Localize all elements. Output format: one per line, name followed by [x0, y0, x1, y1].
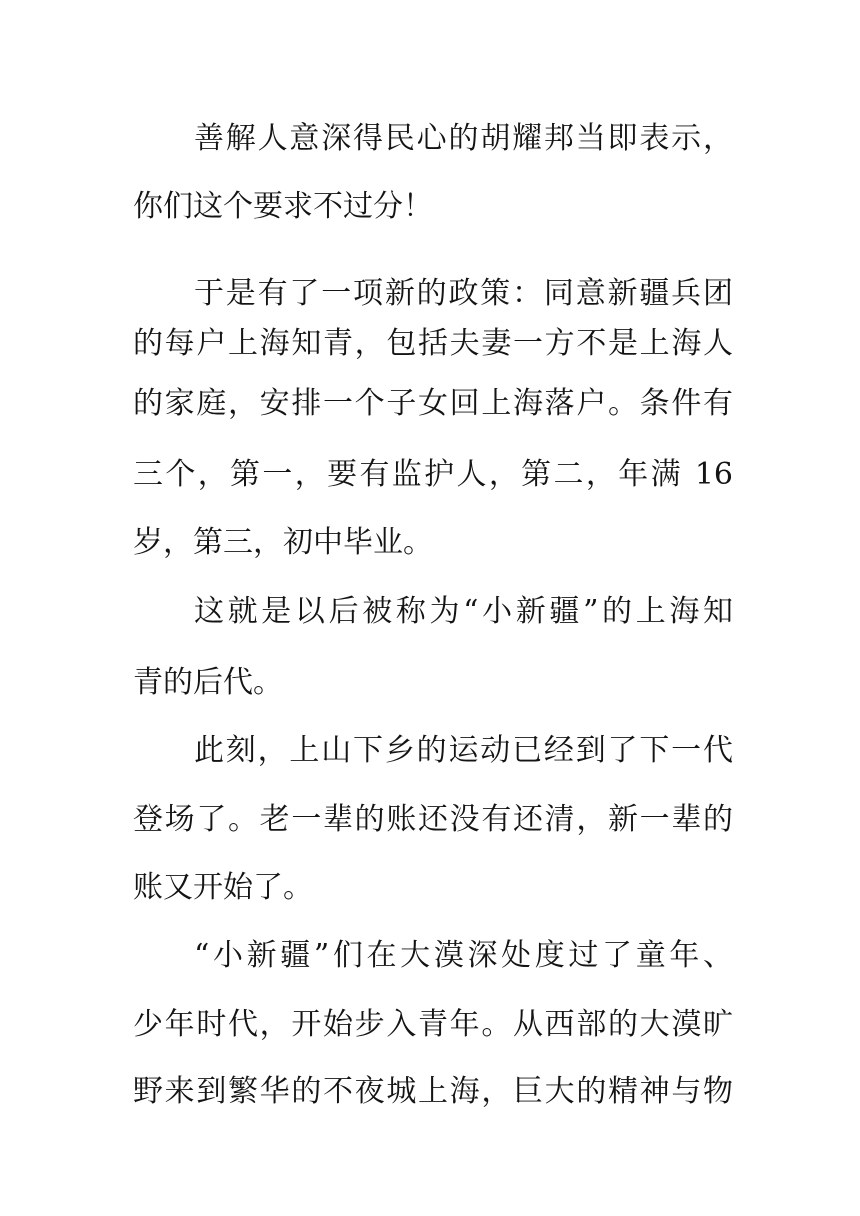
text-line: “小新疆”们在大漠深处度过了童年、: [194, 938, 733, 973]
text-line: 登场了。老一辈的账还没有还清，新一辈的: [133, 802, 733, 837]
text-line: 你们这个要求不过分！: [133, 189, 433, 224]
text-line: 少年时代，开始步入青年。从西部的大漠旷: [133, 1007, 733, 1042]
text-line: 这就是以后被称为“小新疆”的上海知: [194, 594, 733, 629]
text-line: 的每户上海知青，包括夫妻一方不是上海人: [133, 326, 733, 361]
text-line: 青的后代。: [133, 665, 283, 700]
text-line: 三个，第一，要有监护人，第二，年满 16: [133, 457, 733, 492]
text-line: 的家庭，安排一个子女回上海落户。条件有: [133, 386, 733, 421]
text-line: 善解人意深得民心的胡耀邦当即表示，: [194, 121, 733, 156]
text-line: 岁，第三，初中毕业。: [133, 525, 433, 560]
text-line: 野来到繁华的不夜城上海，巨大的精神与物: [133, 1074, 733, 1109]
text-line: 账又开始了。: [133, 870, 313, 905]
text-line: 此刻，上山下乡的运动已经到了下一代: [194, 733, 733, 768]
text-line: 于是有了一项新的政策：同意新疆兵团: [194, 276, 733, 311]
